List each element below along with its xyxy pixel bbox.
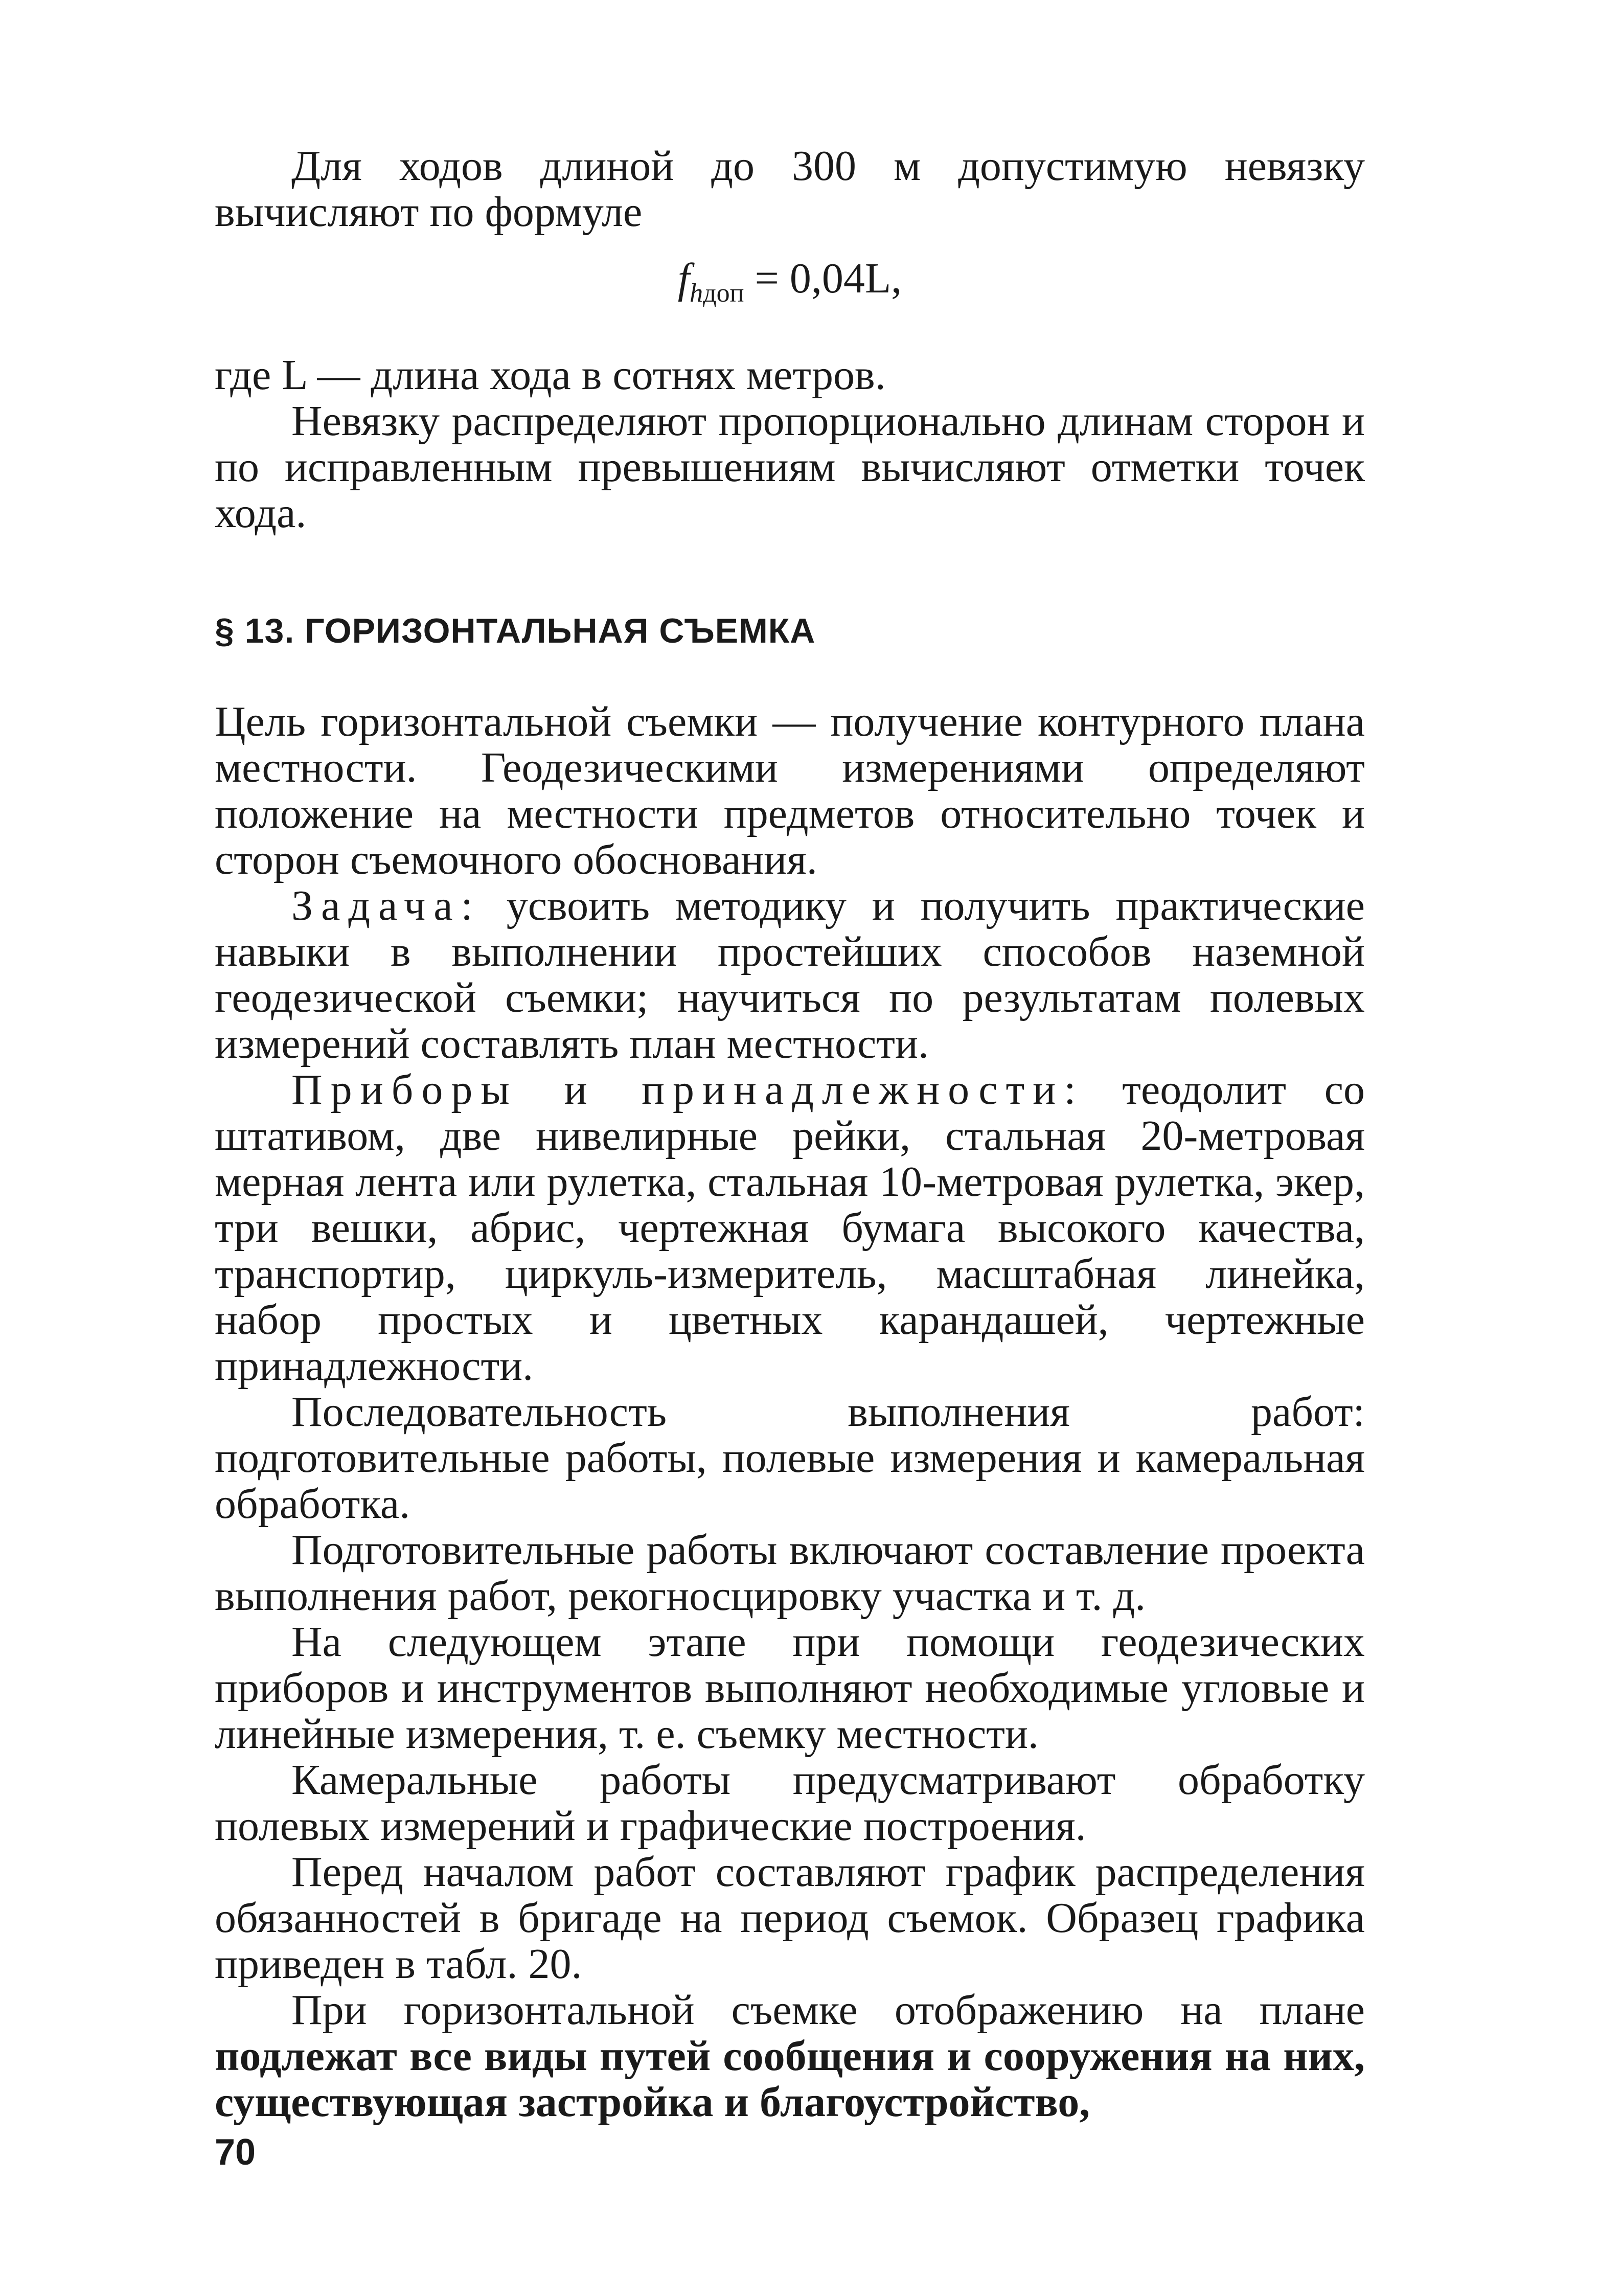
task-label: Задача: bbox=[291, 881, 481, 929]
paragraph-intro: Для ходов длиной до 300 м допустимую невязку вычисляют по формуле bbox=[215, 142, 1365, 236]
paragraph-sequence: Последовательность выполнения работ: подготовительные работы, полевые измерения и камеральная обработка. bbox=[215, 1388, 1365, 1528]
task-text: усвоить методику и получить практические навыки в выполнении простейших способов наземной геодезической съемки; научиться по результатам полевых измерений составлять план местности. bbox=[215, 881, 1365, 1067]
formula-subscript-dop: доп bbox=[703, 278, 744, 308]
formula bbox=[215, 256, 1365, 316]
tools-label: Приборы и принадлежности: bbox=[291, 1065, 1084, 1113]
paragraph-last bbox=[215, 1987, 1365, 2125]
formula-f: f bbox=[677, 255, 690, 302]
paragraph-office-work: Камеральные работы предусматривают обработку полевых измерений и графические построения. bbox=[215, 1756, 1365, 1850]
page-content bbox=[215, 143, 1365, 2175]
paragraph-task bbox=[215, 883, 1365, 1067]
paragraph-preparation: Подготовительные работы включают составление проекта выполнения работ, рекогносцировку участка и т. д. bbox=[215, 1526, 1365, 1620]
paragraph-distribution: Невязку распределяют пропорционально длинам сторон и по исправленным превышениям вычисляют отметки точек хода. bbox=[215, 397, 1365, 537]
formula-subscript: h bbox=[690, 278, 703, 308]
tools-text: теодолит со штативом, две нивелирные рейки, стальная 20-метровая мерная лента или рулетка, стальная 10-метровая рулетка, экер, три вешки, абрис, чертежная бумага высокого качества, транспортир, циркуль-измеритель, масштабная линейка, набор простых и цветных карандашей, чертежные принадлежности. bbox=[215, 1065, 1365, 1390]
last-bold: подлежат все виды путей сообщения и сооружения на них, существующая застройка и благоустройство, bbox=[215, 2032, 1365, 2126]
paragraph-where: где L — длина хода в сотнях метров. bbox=[215, 351, 886, 399]
page-number: 70 bbox=[215, 2131, 256, 2173]
paragraph-goal: Цель горизонтальной съемки — получение контурного плана местности. Геодезическими измерениями определяют положение на местности предметов относительно точек и сторон съемочного обоснования. bbox=[215, 697, 1365, 883]
paragraph-next-stage: На следующем этапе при помощи геодезических приборов и инструментов выполняют необходимые угловые и линейные измерения, т. е. съемку местности. bbox=[215, 1618, 1365, 1758]
paragraph-schedule: Перед началом работ составляют график распределения обязанностей в бригаде на период съемок. Образец графика приведен в табл. 20. bbox=[215, 1848, 1365, 1988]
formula-rhs: = 0,04L, bbox=[755, 255, 902, 302]
section-heading: § 13. ГОРИЗОНТАЛЬНАЯ СЪЕМКА bbox=[215, 611, 816, 650]
last-normal: При горизонтальной съемке отображению на плане bbox=[291, 1986, 1365, 2034]
paragraph-tools bbox=[215, 1067, 1365, 1389]
